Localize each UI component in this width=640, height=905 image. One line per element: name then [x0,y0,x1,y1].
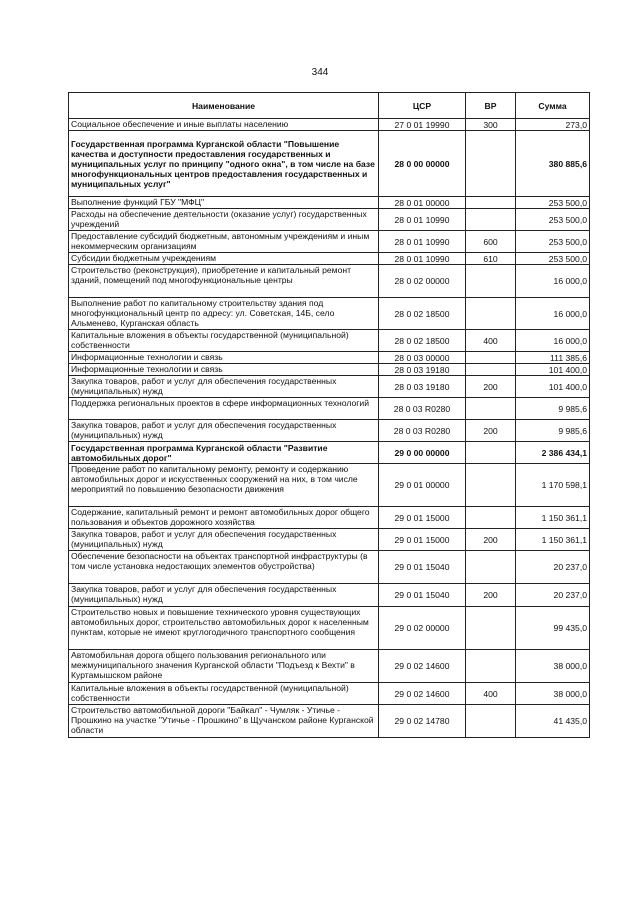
row-name: Строительство новых и повышение технического уровня существующих автомобильных дорог, строительство автомобильных дорог к населенным пунктам, которые не имеют круглогодичного транспортного сообщения [69,607,379,650]
row-csr: 28 0 01 10990 [379,209,466,231]
table-row [69,442,590,464]
row-csr: 28 0 03 19180 [379,376,466,398]
row-vr [466,131,516,197]
header-csr: ЦСР [379,93,466,119]
row-csr: 28 0 00 00000 [379,131,466,197]
row-csr: 29 0 01 00000 [379,464,466,507]
table-row [69,298,590,330]
row-vr [466,398,516,420]
row-vr [466,352,516,364]
row-sum: 20 237,0 [516,584,590,607]
row-vr: 200 [466,376,516,398]
table-row [69,529,590,551]
row-sum: 101 400,0 [516,364,590,376]
row-name: Предоставление субсидий бюджетным, автономным учреждениям и иным некоммерческим организациям [69,231,379,253]
row-vr [466,650,516,683]
row-name: Закупка товаров, работ и услуг для обеспечения государственных (муниципальных) нужд [69,584,379,607]
row-name: Строительство (реконструкция), приобретение и капитальный ремонт зданий, помещений под многофункциональные центры [69,265,379,298]
row-csr: 28 0 03 19180 [379,364,466,376]
row-vr [466,364,516,376]
row-name: Строительство автомобильной дороги "Байкал" - Чумляк - Утичье - Прошкино на участке "Утичье - Прошкино" в Щучанском районе Курганской области [69,705,379,738]
row-sum: 38 000,0 [516,683,590,705]
row-name: Социальное обеспечение и иные выплаты населению [69,119,379,131]
table-row [69,464,590,507]
row-csr: 29 0 01 15000 [379,507,466,529]
row-vr: 200 [466,529,516,551]
row-csr: 28 0 01 10990 [379,231,466,253]
row-sum: 9 985,6 [516,398,590,420]
row-csr: 29 0 02 14600 [379,650,466,683]
table-row [69,209,590,231]
row-csr: 28 0 03 R0280 [379,398,466,420]
row-vr [466,442,516,464]
page-number: 344 [311,67,329,78]
row-sum: 253 500,0 [516,253,590,265]
row-name: Поддержка региональных проектов в сфере информационных технологий [69,398,379,420]
row-sum: 1 150 361,1 [516,529,590,551]
row-name: Государственная программа Курганской области "Развитие автомобильных дорог" [69,442,379,464]
row-sum: 253 500,0 [516,197,590,209]
table-row [69,231,590,253]
row-csr: 27 0 01 19990 [379,119,466,131]
table-row [69,420,590,442]
table-row [69,551,590,584]
header-sum: Сумма [516,93,590,119]
row-csr: 28 0 02 18500 [379,298,466,330]
row-name: Закупка товаров, работ и услуг для обеспечения государственных (муниципальных) нужд [69,420,379,442]
table-row [69,265,590,298]
row-sum: 253 500,0 [516,209,590,231]
row-vr: 200 [466,420,516,442]
row-csr: 28 0 03 R0280 [379,420,466,442]
row-vr [466,265,516,298]
row-vr [466,551,516,584]
row-sum: 16 000,0 [516,298,590,330]
table-row [69,705,590,738]
table-header-row [69,93,590,119]
row-csr: 28 0 02 00000 [379,265,466,298]
row-csr: 29 0 01 15000 [379,529,466,551]
row-name: Закупка товаров, работ и услуг для обеспечения государственных (муниципальных) нужд [69,529,379,551]
budget-table [68,92,590,738]
table-row [69,607,590,650]
row-vr: 600 [466,231,516,253]
row-vr [466,607,516,650]
row-csr: 29 0 02 14600 [379,683,466,705]
table-row [69,197,590,209]
row-name: Закупка товаров, работ и услуг для обеспечения государственных (муниципальных) нужд [69,376,379,398]
table-row [69,650,590,683]
row-csr: 29 0 02 14780 [379,705,466,738]
row-vr [466,197,516,209]
row-vr: 400 [466,330,516,352]
row-vr: 610 [466,253,516,265]
row-csr: 28 0 03 00000 [379,352,466,364]
table-row [69,584,590,607]
row-vr [466,705,516,738]
row-name: Выполнение работ по капитальному строительству здания под многофункциональный центр по адресу: ул. Советская, 14Б, село Альменево, Курганская область [69,298,379,330]
row-vr: 300 [466,119,516,131]
row-sum: 99 435,0 [516,607,590,650]
row-sum: 1 150 361,1 [516,507,590,529]
row-sum: 111 385,6 [516,352,590,364]
row-name: Выполнение функций ГБУ "МФЦ" [69,197,379,209]
row-sum: 2 386 434,1 [516,442,590,464]
row-name: Обеспечение безопасности на объектах транспортной инфраструктуры (в том числе установка недостающих элементов обустройства) [69,551,379,584]
row-name: Содержание, капитальный ремонт и ремонт автомобильных дорог общего пользования и объектов дорожного хозяйства [69,507,379,529]
row-sum: 20 237,0 [516,551,590,584]
row-name: Информационные технологии и связь [69,364,379,376]
table-row [69,398,590,420]
row-name: Капитальные вложения в объекты государственной (муниципальной) собственности [69,683,379,705]
row-vr: 200 [466,584,516,607]
row-csr: 28 0 02 18500 [379,330,466,352]
row-vr [466,209,516,231]
row-sum: 38 000,0 [516,650,590,683]
row-name: Автомобильная дорога общего пользования регионального или межмуниципального значения Курганской области "Подъезд к Вехти" в Куртамышском районе [69,650,379,683]
table-row [69,330,590,352]
row-csr: 29 0 02 00000 [379,607,466,650]
table-row [69,364,590,376]
table-row [69,253,590,265]
row-csr: 29 0 01 15040 [379,551,466,584]
row-name: Капитальные вложения в объекты государственной (муниципальной) собственности [69,330,379,352]
row-csr: 29 0 00 00000 [379,442,466,464]
row-vr [466,507,516,529]
row-name: Информационные технологии и связь [69,352,379,364]
header-vr: ВР [466,93,516,119]
table-row [69,683,590,705]
row-sum: 16 000,0 [516,330,590,352]
row-sum: 41 435,0 [516,705,590,738]
row-sum: 101 400,0 [516,376,590,398]
row-vr: 400 [466,683,516,705]
row-sum: 380 885,6 [516,131,590,197]
row-sum: 253 500,0 [516,231,590,253]
row-sum: 273,0 [516,119,590,131]
header-name: Наименование [69,93,379,119]
table-row [69,119,590,131]
row-csr: 28 0 01 00000 [379,197,466,209]
row-name: Субсидии бюджетным учреждениям [69,253,379,265]
row-sum: 9 985,6 [516,420,590,442]
table-row [69,131,590,197]
row-csr: 29 0 01 15040 [379,584,466,607]
table-row [69,376,590,398]
row-vr [466,298,516,330]
row-name: Расходы на обеспечение деятельности (оказание услуг) государственных учреждений [69,209,379,231]
row-csr: 28 0 01 10990 [379,253,466,265]
table-row [69,507,590,529]
row-vr [466,464,516,507]
row-name: Государственная программа Курганской области "Повышение качества и доступности предоставления государственных и муниципальных услуг по принципу "одного окна", в том числе на базе многофункциональных центров предоставления государственных и муниципальных услуг" [69,131,379,197]
row-sum: 16 000,0 [516,265,590,298]
row-name: Проведение работ по капитальному ремонту, ремонту и содержанию автомобильных дорог и искусственных сооружений на них, в том числе мероприятий по повышению безопасности движения [69,464,379,507]
table-row [69,352,590,364]
row-sum: 1 170 598,1 [516,464,590,507]
